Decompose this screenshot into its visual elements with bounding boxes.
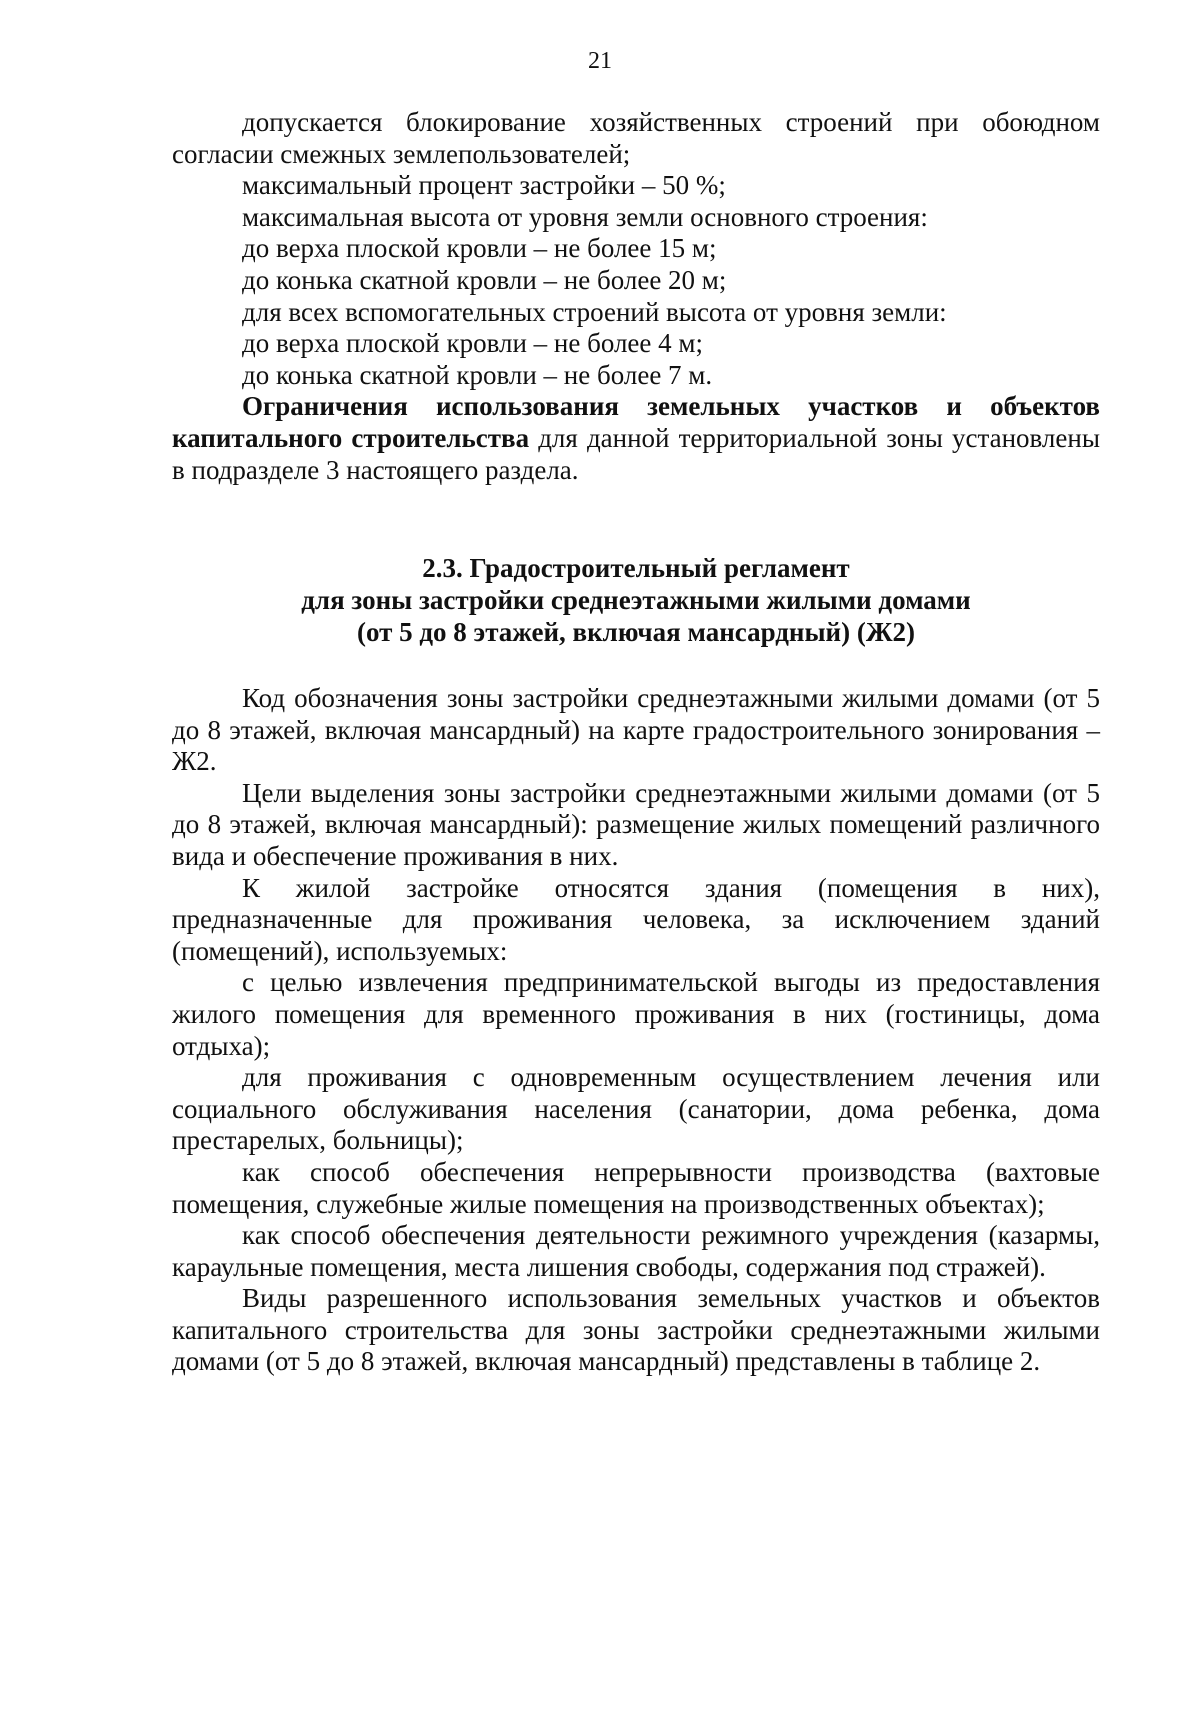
paragraph: К жилой застройке относятся здания (помещения в них), предназначенные для проживания человека, за исключением зданий (помещений), используемых: <box>172 872 1100 966</box>
paragraph: для проживания с одновременным осуществлением лечения или социального обслуживания населения (санатории, дома ребенка, дома престарелых, больницы); <box>172 1062 1100 1156</box>
restrictions-text: для данной территориальной зоны установлены в подразделе 3 настоящего раздела. <box>172 422 1100 485</box>
restrictions-paragraph <box>172 391 1100 486</box>
top-text-block <box>172 107 1100 486</box>
paragraph: до конька скатной кровли – не более 20 м; <box>242 264 727 295</box>
page-number: 21 <box>588 48 612 74</box>
paragraph: Код обозначения зоны застройки среднеэтажными жилыми домами (от 5 до 8 этажей, включая мансардный) на карте градостроительного зонирования – Ж2. <box>172 683 1100 777</box>
paragraph: как способ обеспечения деятельности режимного учреждения (казармы, караульные помещения, места лишения свободы, содержания под стражей). <box>172 1220 1100 1282</box>
paragraph: как способ обеспечения непрерывности производства (вахтовые помещения, служебные жилые помещения на производственных объектах); <box>172 1156 1100 1219</box>
restrictions-bold-text: Ограничения использования земельных участков и объектов капитального строительства <box>172 391 1100 453</box>
paragraph: для всех вспомогательных строений высота от уровня земли: <box>242 296 947 327</box>
paragraph: максимальная высота от уровня земли основного строения: <box>242 201 928 232</box>
section-heading <box>172 552 1100 648</box>
heading-line: для зоны застройки среднеэтажными жилыми домами <box>301 585 971 615</box>
paragraph: до конька скатной кровли – не более 7 м. <box>242 359 713 390</box>
paragraph: Цели выделения зоны застройки среднеэтажными жилыми домами (от 5 до 8 этажей, включая мансардный): размещение жилых помещений различного вида и обеспечение проживания в них. <box>172 777 1100 871</box>
heading-line: (от 5 до 8 этажей, включая мансардный) (Ж2) <box>356 617 916 647</box>
heading-line: 2.3. Градостроительный регламент <box>422 553 850 583</box>
paragraph: до верха плоской кровли – не более 4 м; <box>242 328 703 359</box>
paragraph: максимальный процент застройки – 50 %; <box>242 170 726 201</box>
body-text-block <box>172 683 1100 1378</box>
paragraph: с целью извлечения предпринимательской выгоды из предоставления жилого помещения для временного проживания в них (гостиницы, дома отдыха); <box>172 967 1100 1061</box>
paragraph: Виды разрешенного использования земельных участков и объектов капитального строительства для зоны застройки среднеэтажными жилыми домами (от 5 до 8 этажей, включая мансардный) представлены в таблице 2. <box>172 1283 1100 1377</box>
paragraph: допускается блокирование хозяйственных строений при обоюдном согласии смежных землепользователей; <box>172 107 1100 169</box>
paragraph: до верха плоской кровли – не более 15 м; <box>242 233 717 264</box>
